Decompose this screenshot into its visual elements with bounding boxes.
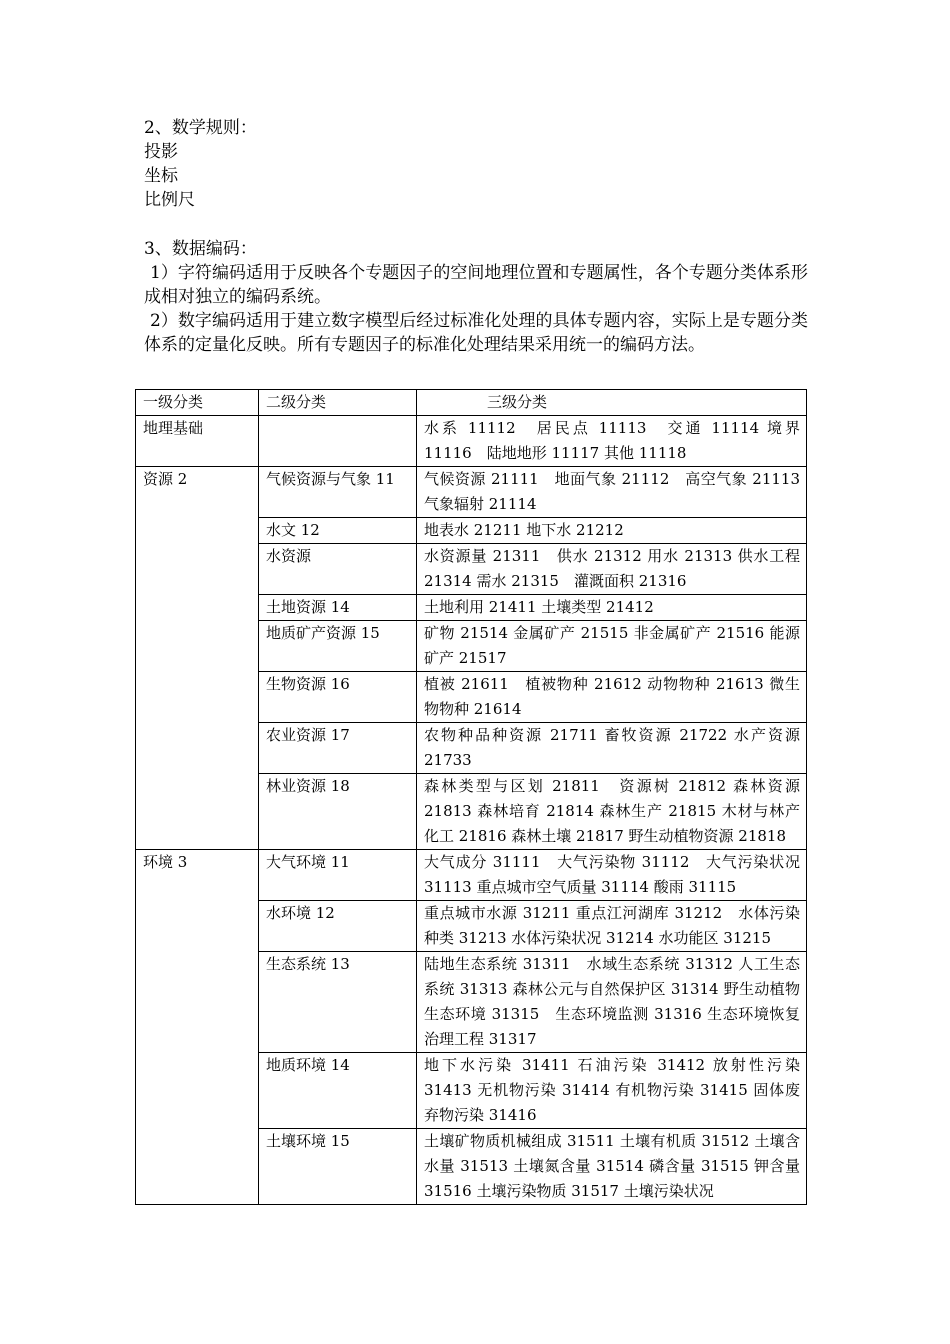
cell-level1: 环境 3 — [136, 850, 259, 1205]
cell-level1: 地理基础 — [136, 416, 259, 467]
cell-level2: 土地资源 14 — [259, 595, 417, 621]
header-level2: 二级分类 — [259, 390, 417, 416]
cell-level3: 森林类型与区划 21811 资源树 21812 森林资源 21813 森林培育 21814 森林生产 21815 木材与林产化工 21816 森林土壤 21817 野生动植物资源 21818 — [417, 774, 807, 850]
cell-level2: 地质环境 14 — [259, 1053, 417, 1129]
cell-level2: 水环境 12 — [259, 901, 417, 952]
section-data-coding — [144, 237, 808, 357]
cell-level3: 地表水 21211 地下水 21212 — [417, 518, 807, 544]
cell-level2: 生物资源 16 — [259, 672, 417, 723]
cell-level3: 水资源量 21311 供水 21312 用水 21313 供水工程 21314 需水 21315 灌溉面积 21316 — [417, 544, 807, 595]
section-math-rules — [144, 116, 808, 212]
table-header-row — [136, 390, 807, 416]
header-level1: 一级分类 — [136, 390, 259, 416]
cell-level3: 土壤矿物质机械组成 31511 土壤有机质 31512 土壤含水量 31513 土壤氮含量 31514 磷含量 31515 钾含量 31516 土壤污染物质 31517 土壤污染状况 — [417, 1129, 807, 1205]
list-item: 坐标 — [144, 166, 178, 186]
cell-level2: 气候资源与气象 11 — [259, 467, 417, 518]
cell-level3: 土地利用 21411 土壤类型 21412 — [417, 595, 807, 621]
table-row — [136, 850, 807, 901]
cell-level3: 地下水污染 31411 石油污染 31412 放射性污染 31413 无机物污染 31414 有机物污染 31415 固体废弃物污染 31416 — [417, 1053, 807, 1129]
cell-level2: 地质矿产资源 15 — [259, 621, 417, 672]
paragraph-num-coding: 2）数字编码适用于建立数字模型后经过标准化处理的具体专题内容，实际上是专题分类体系的定量化反映。所有专题因子的标准化处理结果采用统一的编码方法。 — [144, 311, 808, 355]
cell-level2: 水资源 — [259, 544, 417, 595]
list-item: 比例尺 — [144, 190, 195, 210]
cell-level3: 陆地生态系统 31311 水域生态系统 31312 人工生态系统 31313 森林公元与自然保护区 31314 野生动植物生态环境 31315 生态环境监测 31316 生态环境恢复治理工程 31317 — [417, 952, 807, 1053]
cell-level2: 农业资源 17 — [259, 723, 417, 774]
cell-level3: 矿物 21514 金属矿产 21515 非金属矿产 21516 能源矿产 21517 — [417, 621, 807, 672]
cell-level2 — [259, 416, 417, 467]
cell-level3: 农物种品种资源 21711 畜牧资源 21722 水产资源 21733 — [417, 723, 807, 774]
cell-level3: 气候资源 21111 地面气象 21112 高空气象 21113 气象辐射 21114 — [417, 467, 807, 518]
cell-level3: 植被 21611 植被物种 21612 动物物种 21613 微生物物种 21614 — [417, 672, 807, 723]
cell-level2: 生态系统 13 — [259, 952, 417, 1053]
cell-level2: 土壤环境 15 — [259, 1129, 417, 1205]
table-row — [136, 467, 807, 518]
cell-level2: 林业资源 18 — [259, 774, 417, 850]
cell-level2: 水文 12 — [259, 518, 417, 544]
section-heading: 3、数据编码： — [144, 239, 257, 259]
list-item: 投影 — [144, 142, 178, 162]
header-level3: 三级分类 — [417, 390, 807, 416]
cell-level3: 水系 11112 居民点 11113 交通 11114 境界 11116 陆地地形 11117 其他 11118 — [417, 416, 807, 467]
cell-level3: 重点城市水源 31211 重点江河湖库 31212 水体污染种类 31213 水体污染状况 31214 水功能区 31215 — [417, 901, 807, 952]
classification-table — [135, 389, 816, 1205]
paragraph-char-coding: 1）字符编码适用于反映各个专题因子的空间地理位置和专题属性，各个专题分类体系形成相对独立的编码系统。 — [144, 263, 808, 307]
table-row — [136, 416, 807, 467]
cell-level3: 大气成分 31111 大气污染物 31112 大气污染状况 31113 重点城市空气质量 31114 酸雨 31115 — [417, 850, 807, 901]
cell-level2: 大气环境 11 — [259, 850, 417, 901]
section-heading: 2、数学规则： — [144, 118, 257, 138]
cell-level1: 资源 2 — [136, 467, 259, 850]
